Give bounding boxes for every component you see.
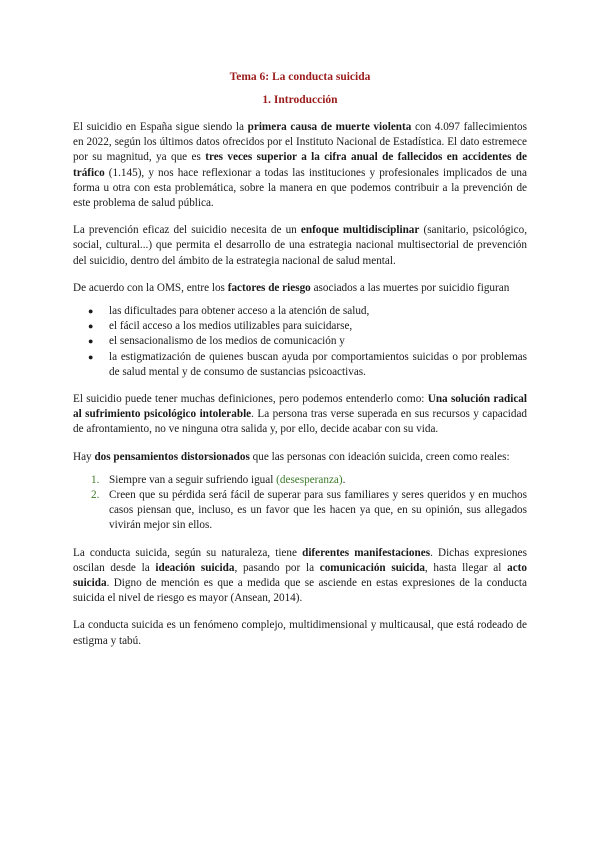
- risk-factor-list: [73, 304, 527, 380]
- bullet-icon: ●: [88, 306, 94, 317]
- list-item: ● el fácil acceso a los medios utilizables para suicidarse,: [73, 319, 527, 334]
- document-title: Tema 6: La conducta suicida: [229, 71, 371, 83]
- list-item: ● el sensacionalismo de los medios de comunicación y: [73, 334, 527, 349]
- list-item: 2. Creen que su pérdida será fácil de superar para sus familiares y seres queridos y en muchos casos piensan que, incluso, es un favor que les hacen ya que, en su opinión, sus allegados vivirán mejor sin ellos.: [91, 489, 527, 532]
- bullet-icon: ●: [88, 351, 94, 362]
- paragraph-statistics: El suicidio en España sigue siendo la primera causa de muerte violenta con 4.097 fallecimientos en 2022, según los últimos datos ofrecidos por el Instituto Nacional de Estadística. El dato estremece por su magnitud, ya que es tres veces superior a la cifra anual de fallecidos en accidentes de tráfico (1.145), y nos hace reflexionar a todas las instituciones y profesionales implicados de una forma u otra con esta problemática, sobre la manera en que podemos contribuir a la prevención de este problema de salud pública.: [73, 121, 527, 210]
- paragraph-prevention: La prevención eficaz del suicidio necesita de un enfoque multidisciplinar (sanitario, psicológico, social, cultural...) que permita el desarrollo de una estrategia nacional multisectorial de prevención del suicidio, dentro del ámbito de la estrategia nacional de salud mental.: [73, 224, 527, 267]
- document-page: [73, 70, 527, 661]
- bullet-icon: ●: [88, 321, 94, 332]
- list-item: ● la estigmatización de quienes buscan ayuda por comportamientos suicidas o por problemas de salud mental y de consumo de sustancias psicoactivas.: [88, 350, 527, 378]
- paragraph-thoughts-intro: Hay dos pensamientos distorsionados que las personas con ideación suicida, creen como reales:: [73, 450, 510, 463]
- bullet-icon: ●: [88, 336, 94, 347]
- section-heading: 1. Introducción: [262, 94, 338, 106]
- paragraph-risk-intro: De acuerdo con la OMS, entre los factores de riesgo asociados a las muertes por suicidio figuran: [73, 281, 510, 294]
- list-item: 1. Siempre van a seguir sufriendo igual (desesperanza).: [91, 473, 346, 486]
- paragraph-conclusion: La conducta suicida es un fenómeno complejo, multidimensional y multicausal, que está rodeado de estigma y tabú.: [73, 619, 527, 647]
- paragraph-manifestations: La conducta suicida, según su naturaleza, tiene diferentes manifestaciones. Dichas expresiones oscilan desde la ideación suicida, pasando por la comunicación suicida, hasta llegar al acto suicida. Digno de mención es que a medida que se asciende en estas expresiones de la conducta suicida el nivel de riesgo es mayor (Ansean, 2014).: [73, 546, 527, 605]
- list-item: ● las dificultades para obtener acceso a la atención de salud,: [73, 304, 527, 319]
- distorted-thoughts-list: [73, 473, 527, 534]
- paragraph-definition: El suicidio puede tener muchas definiciones, pero podemos entenderlo como: Una solución radical al sufrimiento psicológico intolerable. La persona tras verse superada en sus recursos y capacidad de afrontamiento, no ve ninguna otra salida y, por ello, decide acabar con su vida.: [73, 393, 528, 436]
